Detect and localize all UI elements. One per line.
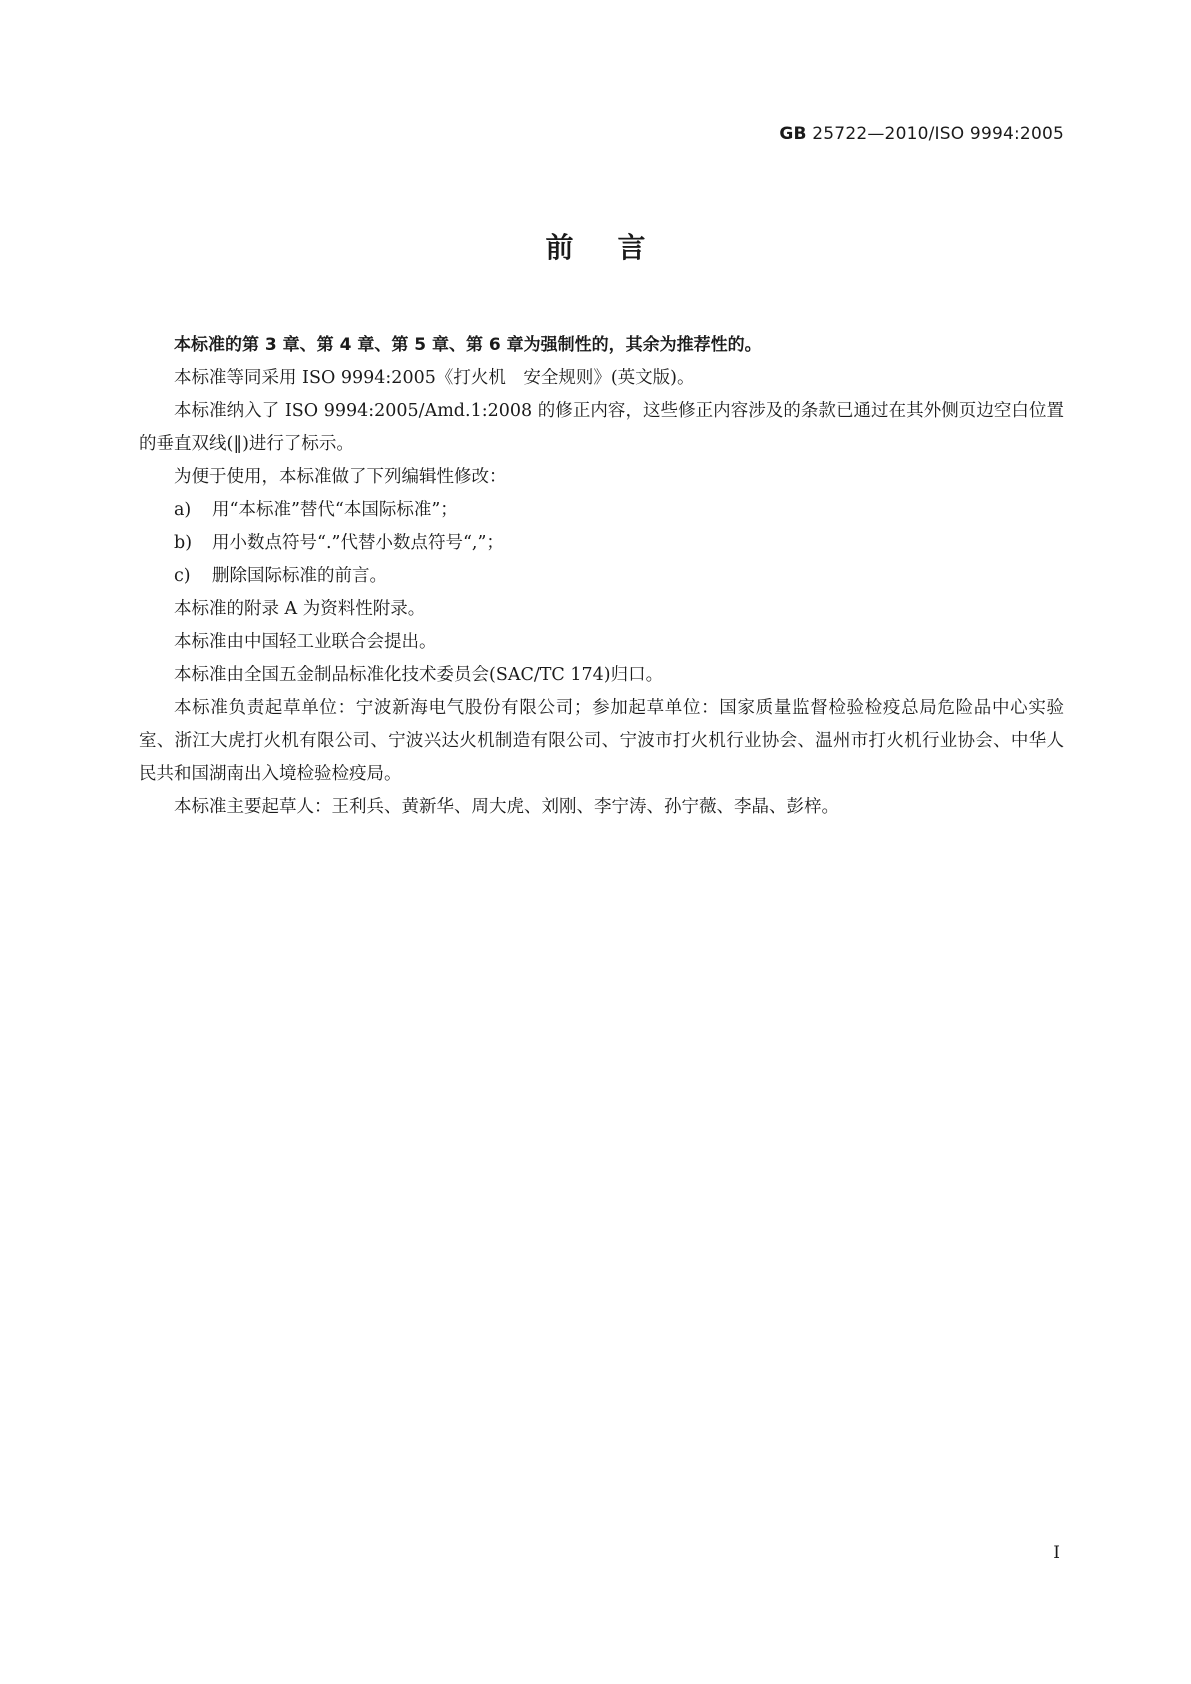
page-title: 前言 (545, 231, 690, 264)
amendment-paragraph: 本标准纳入了 ISO 9994:2005/Amd.1:2008 的修正内容，这些修正内容涉及的条款已通过在其外侧页边空白位置的垂直双线(‖)进行了标示。 (139, 401, 1064, 454)
list-item-text: 用“本标准”替代“本国际标准”； (212, 500, 458, 520)
list-item-text: 用小数点符号“.”代替小数点符号“,”； (212, 533, 504, 553)
drafting-units-paragraph: 本标准负责起草单位：宁波新海电气股份有限公司；参加起草单位：国家质量监督检验检疫总局危险品中心实验室、浙江大虎打火机有限公司、宁波兴达火机制造有限公司、宁波市打火机行业协会、温州市打火机行业协会、中华人民共和国湖南出入境检验检疫局。 (139, 698, 1064, 784)
standard-code (779, 124, 1064, 144)
list-item-text: 删除国际标准的前言。 (212, 566, 387, 586)
standard-code-number: 25722—2010/ISO 9994:2005 (806, 124, 1064, 144)
mandatory-clauses-paragraph: 本标准的第 3 章、第 4 章、第 5 章、第 6 章为强制性的，其余为推荐性的。 (174, 335, 762, 355)
list-marker: c) (174, 566, 191, 586)
foreword-body (139, 329, 1064, 824)
list-marker: b) (174, 533, 193, 553)
standard-code-prefix: GB (779, 124, 807, 144)
drafters-paragraph: 本标准主要起草人：王利兵、黄新华、周大虎、刘刚、李宁涛、孙宁薇、李晶、彭梓。 (174, 797, 839, 817)
editorial-changes-intro: 为便于使用，本标准做了下列编辑性修改： (174, 467, 507, 487)
list-marker: a) (174, 500, 192, 520)
adoption-paragraph: 本标准等同采用 ISO 9994:2005《打火机 安全规则》(英文版)。 (174, 368, 695, 388)
list-item (139, 560, 1064, 593)
committee-paragraph: 本标准由全国五金制品标准化技术委员会(SAC/TC 174)归口。 (174, 665, 664, 685)
annex-paragraph: 本标准的附录 A 为资料性附录。 (174, 599, 426, 619)
list-item (139, 527, 1064, 560)
proposer-paragraph: 本标准由中国轻工业联合会提出。 (174, 632, 437, 652)
page-number: I (1053, 1543, 1060, 1563)
list-item (139, 494, 1064, 527)
